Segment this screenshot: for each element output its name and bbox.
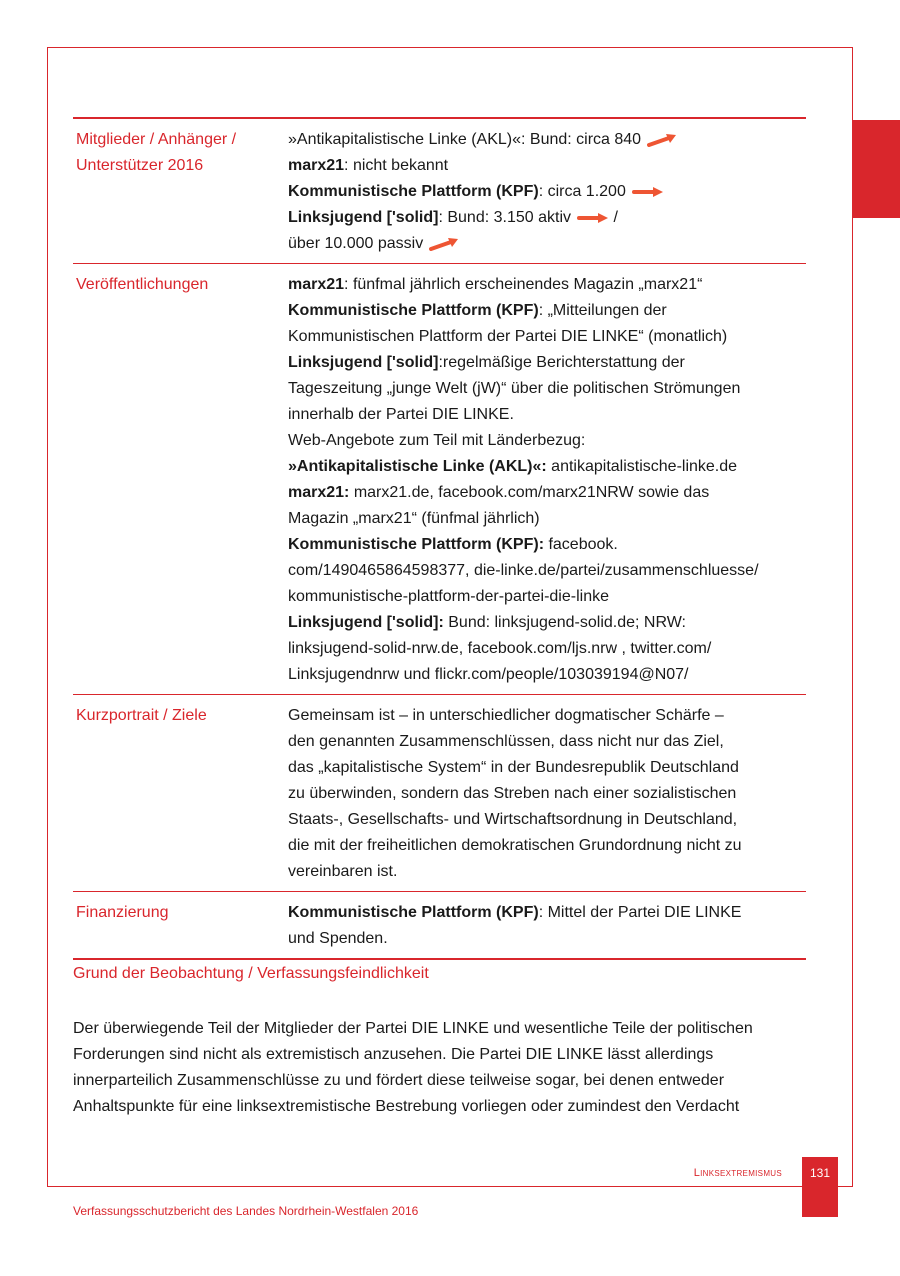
content-line [288,532,806,558]
content-text: Staats-, Gesellschafts- und Wirtschaftsordnung in Deutschland, [288,811,738,828]
content-text: Bund: linksjugend-solid.de; NRW: [443,614,686,631]
content-line [288,153,806,179]
content-line [288,298,806,324]
content-text: Tageszeitung „junge Welt (jW)“ über die politischen Strömungen [288,380,741,397]
content-line [288,610,806,636]
content-text: antikapitalistische-linke.de [546,458,738,475]
content-line [288,480,806,506]
content-text: Linksjugendnrw und flickr.com/people/103039194@N07/ [288,666,689,683]
content-line [288,179,806,205]
body-line: Der überwiegende Teil der Mitglieder der Partei DIE LINKE und wesentliche Teile der politischen [73,1020,753,1037]
content-line [288,781,806,807]
chapter-side-tab [853,120,900,218]
content-line [288,755,806,781]
table-row [73,119,806,264]
footer-chapter-label: Linksextremismus [693,1167,782,1179]
bold-term: marx21 [288,157,345,174]
content-text: : nicht bekannt [344,157,449,174]
row-label-line: Kurzportrait / Ziele [76,707,207,724]
row-label-line: Unterstützer 2016 [76,157,204,174]
content-line [288,402,806,428]
content-text: Web-Angebote zum Teil mit Länderbezug: [288,432,586,449]
bold-term: marx21: [288,484,350,501]
bold-term: Kommunistische Plattform (KPF) [288,183,539,200]
bold-term: marx21 [288,276,345,293]
content-text: innerhalb der Partei DIE LINKE. [288,406,514,423]
row-content [288,264,806,694]
content-line [288,454,806,480]
content-line [288,662,806,688]
content-text: den genannten Zusammenschlüssen, dass nicht nur das Ziel, [288,733,724,750]
content-text: die mit der freiheitlichen demokratischen Grundordnung nicht zu [288,837,742,854]
content-text: zu überwinden, sondern das Streben nach einer sozialistischen [288,785,737,802]
content-text: : „Mitteilungen der [538,302,667,319]
bold-term: Linksjugend ['solid] [288,354,439,371]
content-line [288,350,806,376]
row-label [73,119,288,263]
content-text: vereinbaren ist. [288,863,398,880]
trend-steady-icon [577,213,609,223]
content-text: marx21.de, facebook.com/marx21NRW sowie das [349,484,710,501]
row-content [288,892,806,958]
content-line [288,324,806,350]
content-line [288,859,806,885]
content-line [288,231,806,257]
trend-up-icon [429,237,459,251]
content-line [288,926,806,952]
bold-term: Kommunistische Plattform (KPF) [288,904,539,921]
content-text: : fünfmal jährlich erscheinendes Magazin „marx21“ [344,276,703,293]
content-text: Kommunistischen Plattform der Partei DIE LINKE“ (monatlich) [288,328,728,345]
content-line [288,703,806,729]
trend-up-icon [647,133,677,147]
bold-term: »Antikapitalistische Linke (AKL)«: [288,458,547,475]
table-row [73,264,806,695]
row-content [288,695,806,891]
row-content [288,119,806,263]
row-label-line: Finanzierung [76,904,169,921]
bold-term: Kommunistische Plattform (KPF): [288,536,545,553]
content-text: kommunistische-plattform-der-partei-die-linke [288,588,609,605]
page-number: 131 [809,1166,831,1180]
content-line [288,376,806,402]
content-line [288,428,806,454]
content-text: : Mittel der Partei DIE LINKE [538,904,742,921]
content-line [288,558,806,584]
content-text: linksjugend-solid-nrw.de, facebook.com/ljs.nrw , twitter.com/ [288,640,712,657]
content-text: »Antikapitalistische Linke (AKL)«: Bund: circa 840 [288,131,642,148]
content-text: über 10.000 passiv [288,235,424,252]
content-line [288,729,806,755]
body-line: innerparteilich Zusammenschlüsse zu und fördert diese teilweise sogar, bei denen entweder [73,1072,725,1089]
table-row [73,695,806,892]
row-label [73,695,288,891]
row-label [73,892,288,958]
footer-publication-title: Verfassungsschutzbericht des Landes Nordrhein-Westfalen 2016 [73,1204,419,1218]
bold-term: Linksjugend ['solid]: [288,614,444,631]
content-line [288,900,806,926]
row-label-line: Mitglieder / Anhänger / [76,131,237,148]
content-line [288,584,806,610]
row-label [73,264,288,694]
content-text: Gemeinsam ist – in unterschiedlicher dogmatischer Schärfe – [288,707,724,724]
bold-term: Kommunistische Plattform (KPF) [288,302,539,319]
content-text: facebook. [544,536,618,553]
content-text: com/1490465864598377, die-linke.de/partei/zusammenschluesse/ [288,562,759,579]
trend-steady-icon [632,187,664,197]
content-line [288,833,806,859]
content-text: das „kapitalistische System“ in der Bundesrepublik Deutschland [288,759,739,776]
content-line [288,272,806,298]
content-line [288,807,806,833]
body-line: Forderungen sind nicht als extremistisch anzusehen. Die Partei DIE LINKE lässt allerdings [73,1046,714,1063]
content-suffix: / [609,209,618,226]
content-line [288,636,806,662]
bold-term: Linksjugend ['solid] [288,209,439,226]
content-line [288,127,806,153]
profile-table [73,117,806,960]
content-text: : Bund: 3.150 aktiv [438,209,571,226]
content-text: Magazin „marx21“ (fünfmal jährlich) [288,510,540,527]
row-label-line: Veröffentlichungen [76,276,209,293]
content-line [288,506,806,532]
body-paragraph [73,1016,808,1120]
table-row [73,892,806,960]
content-text: :regelmäßige Berichterstattung der [438,354,685,371]
content-text: und Spenden. [288,930,388,947]
content-text: : circa 1.200 [538,183,626,200]
section-heading: Grund der Beobachtung / Verfassungsfeindlichkeit [73,965,429,982]
content-line [288,205,806,231]
body-line: Anhaltspunkte für eine linksextremistische Bestrebung vorliegen oder zumindest den Verdacht [73,1098,740,1115]
